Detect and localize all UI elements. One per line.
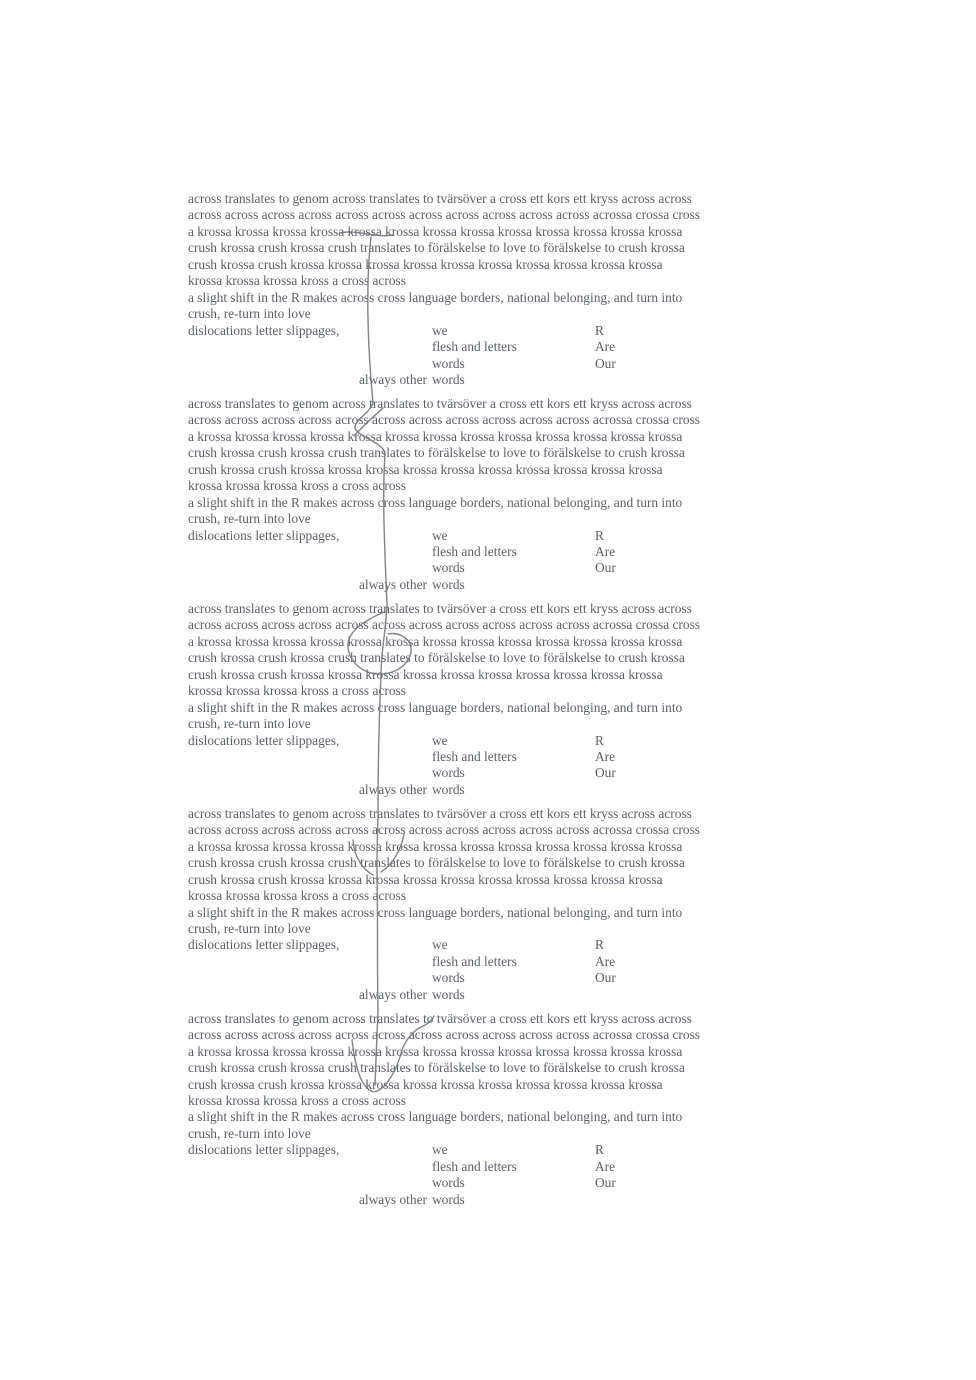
poem-line: a slight shift in the R makes across cross language borders, national belonging, and turn into <box>188 904 683 920</box>
dialogue-closing-row <box>188 577 788 593</box>
dialogue-left-label: dislocations letter slippages, <box>188 527 340 543</box>
poem-line: a slight shift in the R makes across cross language borders, national belonging, and turn into <box>188 494 683 510</box>
poem-line: crush, re-turn into love <box>188 1125 311 1141</box>
dialogue-row <box>188 937 788 953</box>
dialogue-closing-row <box>188 372 788 388</box>
poem-line: crush krossa crush krossa krossa krossa krossa krossa krossa krossa krossa krossa krossa <box>188 461 663 477</box>
poem-line: a slight shift in the R makes across cross language borders, national belonging, and turn into <box>188 289 683 305</box>
poem-line: crush, re-turn into love <box>188 920 311 936</box>
dialogue-reply: Are <box>595 1158 616 1174</box>
dialogue-left-label <box>188 356 432 372</box>
dialogue-left-label <box>188 1159 432 1175</box>
poem-line: across translates to genom across translates to tvärsöver a cross ett kors ett kryss across across <box>188 600 692 616</box>
dialogue-row <box>188 970 788 986</box>
dialogue-row <box>188 1175 788 1191</box>
closing-left-text: always other <box>358 1191 427 1207</box>
poem-line: crush krossa crush krossa crush translates to förälskelse to love to förälskelse to crush krossa <box>188 445 685 461</box>
poem-line: crush krossa crush krossa krossa krossa krossa krossa krossa krossa krossa krossa krossa <box>188 666 663 682</box>
poem-stanza <box>188 1011 788 1208</box>
dialogue-voice: words <box>432 970 465 986</box>
poem-stanza <box>188 806 788 1003</box>
dialogue-row <box>188 528 788 544</box>
poem-line: krossa krossa krossa kross a cross across <box>188 1093 406 1109</box>
poem-stanza <box>188 396 788 593</box>
closing-right-text: words <box>432 576 465 592</box>
dialogue-closing-row <box>188 782 788 798</box>
dialogue-left-label <box>188 1175 432 1191</box>
poem-line: crush krossa crush krossa crush translates to förälskelse to love to förälskelse to crush krossa <box>188 240 685 256</box>
closing-left-text: always other <box>358 576 427 592</box>
poem-line: crush, re-turn into love <box>188 511 311 527</box>
dialogue-reply: Are <box>595 953 616 969</box>
poem-line: across across across across across across across across across across across acrossa crossa cross <box>188 207 701 223</box>
closing-right-text: words <box>432 986 465 1002</box>
dialogue-reply: Our <box>595 560 616 576</box>
dialogue-reply: R <box>595 1142 604 1158</box>
dialogue-left-label <box>188 560 432 576</box>
dialogue-left-label <box>188 749 432 765</box>
dialogue-left-label: dislocations letter slippages, <box>188 322 340 338</box>
dialogue-voice: flesh and letters <box>432 339 517 355</box>
poem-line: krossa krossa krossa kross a cross across <box>188 888 406 904</box>
dialogue-voice: we <box>432 527 448 543</box>
poem-line: a slight shift in the R makes across cross language borders, national belonging, and turn into <box>188 1109 683 1125</box>
dialogue-reply: R <box>595 937 604 953</box>
poem-stanza <box>188 191 788 388</box>
poem-line: across across across across across across across across across across across acrossa crossa cross <box>188 412 701 428</box>
poem-line: across translates to genom across translates to tvärsöver a cross ett kors ett kryss across across <box>188 395 692 411</box>
poem-line: across translates to genom across translates to tvärsöver a cross ett kors ett kryss across across <box>188 1010 692 1026</box>
dialogue-left-label: dislocations letter slippages, <box>188 1142 340 1158</box>
dialogue-voice: we <box>432 322 448 338</box>
poem-line: across across across across across across across across across across across acrossa crossa cross <box>188 1027 701 1043</box>
dialogue-reply: R <box>595 732 604 748</box>
dialogue-left-label: dislocations letter slippages, <box>188 732 340 748</box>
dialogue-reply: Are <box>595 544 616 560</box>
dialogue-left-label <box>188 544 432 560</box>
poem-line: a krossa krossa krossa krossa krossa krossa krossa krossa krossa krossa krossa krossa krossa <box>188 633 683 649</box>
dialogue-row <box>188 954 788 970</box>
poem <box>188 191 788 1216</box>
poem-line: a krossa krossa krossa krossa krossa krossa krossa krossa krossa krossa krossa krossa krossa <box>188 223 683 239</box>
poem-line: krossa krossa krossa kross a cross across <box>188 683 406 699</box>
dialogue-reply: Our <box>595 1175 616 1191</box>
closing-left-text: always other <box>358 371 427 387</box>
closing-right-text: words <box>432 371 465 387</box>
dialogue-voice: words <box>432 1175 465 1191</box>
poem-line: a krossa krossa krossa krossa krossa krossa krossa krossa krossa krossa krossa krossa krossa <box>188 838 683 854</box>
dialogue-voice: we <box>432 937 448 953</box>
closing-right-text: words <box>432 781 465 797</box>
dialogue-voice: words <box>432 765 465 781</box>
dialogue-voice: we <box>432 732 448 748</box>
dialogue-voice: flesh and letters <box>432 544 517 560</box>
dialogue-left-label <box>188 954 432 970</box>
closing-left-text: always other <box>358 781 427 797</box>
poem-line: crush krossa crush krossa crush translates to förälskelse to love to förälskelse to crush krossa <box>188 855 685 871</box>
poem-line: crush krossa crush krossa krossa krossa krossa krossa krossa krossa krossa krossa krossa <box>188 1076 663 1092</box>
dialogue-closing-row <box>188 987 788 1003</box>
poem-line: crush krossa crush krossa crush translates to förälskelse to love to förälskelse to crush krossa <box>188 1060 685 1076</box>
dialogue-row <box>188 339 788 355</box>
poem-line: krossa krossa krossa kross a cross across <box>188 273 406 289</box>
poem-line: crush, re-turn into love <box>188 306 311 322</box>
dialogue-closing-row <box>188 1192 788 1208</box>
dialogue-left-label <box>188 970 432 986</box>
dialogue-row <box>188 749 788 765</box>
poem-line: across translates to genom across translates to tvärsöver a cross ett kors ett kryss across across <box>188 805 692 821</box>
dialogue-left-label <box>188 765 432 781</box>
poem-line: crush, re-turn into love <box>188 716 311 732</box>
dialogue-row <box>188 323 788 339</box>
poem-line: across across across across across across across across across across across acrossa crossa cross <box>188 822 701 838</box>
dialogue-reply: Our <box>595 765 616 781</box>
poem-stanza <box>188 601 788 798</box>
dialogue-row <box>188 733 788 749</box>
poem-line: a krossa krossa krossa krossa krossa krossa krossa krossa krossa krossa krossa krossa krossa <box>188 428 683 444</box>
poem-line: crush krossa crush krossa krossa krossa krossa krossa krossa krossa krossa krossa krossa <box>188 256 663 272</box>
dialogue-voice: we <box>432 1142 448 1158</box>
closing-left-text: always other <box>358 986 427 1002</box>
poem-line: krossa krossa krossa kross a cross across <box>188 478 406 494</box>
dialogue-row <box>188 1142 788 1158</box>
dialogue-reply: R <box>595 322 604 338</box>
dialogue-row <box>188 765 788 781</box>
dialogue-row <box>188 560 788 576</box>
dialogue-voice: flesh and letters <box>432 953 517 969</box>
closing-right-text: words <box>432 1191 465 1207</box>
dialogue-voice: words <box>432 560 465 576</box>
dialogue-reply: Our <box>595 355 616 371</box>
dialogue-reply: Are <box>595 748 616 764</box>
dialogue-row <box>188 356 788 372</box>
dialogue-reply: Our <box>595 970 616 986</box>
dialogue-voice: flesh and letters <box>432 1158 517 1174</box>
poem-line: crush krossa crush krossa krossa krossa krossa krossa krossa krossa krossa krossa krossa <box>188 871 663 887</box>
dialogue-voice: flesh and letters <box>432 748 517 764</box>
dialogue-voice: words <box>432 355 465 371</box>
poem-line: crush krossa crush krossa crush translates to förälskelse to love to förälskelse to crush krossa <box>188 650 685 666</box>
poem-line: a krossa krossa krossa krossa krossa krossa krossa krossa krossa krossa krossa krossa krossa <box>188 1043 683 1059</box>
dialogue-left-label <box>188 339 432 355</box>
dialogue-reply: Are <box>595 339 616 355</box>
dialogue-reply: R <box>595 527 604 543</box>
poem-line: across translates to genom across translates to tvärsöver a cross ett kors ett kryss across across <box>188 191 692 206</box>
dialogue-row <box>188 1159 788 1175</box>
poem-line: a slight shift in the R makes across cross language borders, national belonging, and turn into <box>188 699 683 715</box>
poem-line: across across across across across across across across across across across acrossa crossa cross <box>188 617 701 633</box>
dialogue-row <box>188 544 788 560</box>
dialogue-left-label: dislocations letter slippages, <box>188 937 340 953</box>
